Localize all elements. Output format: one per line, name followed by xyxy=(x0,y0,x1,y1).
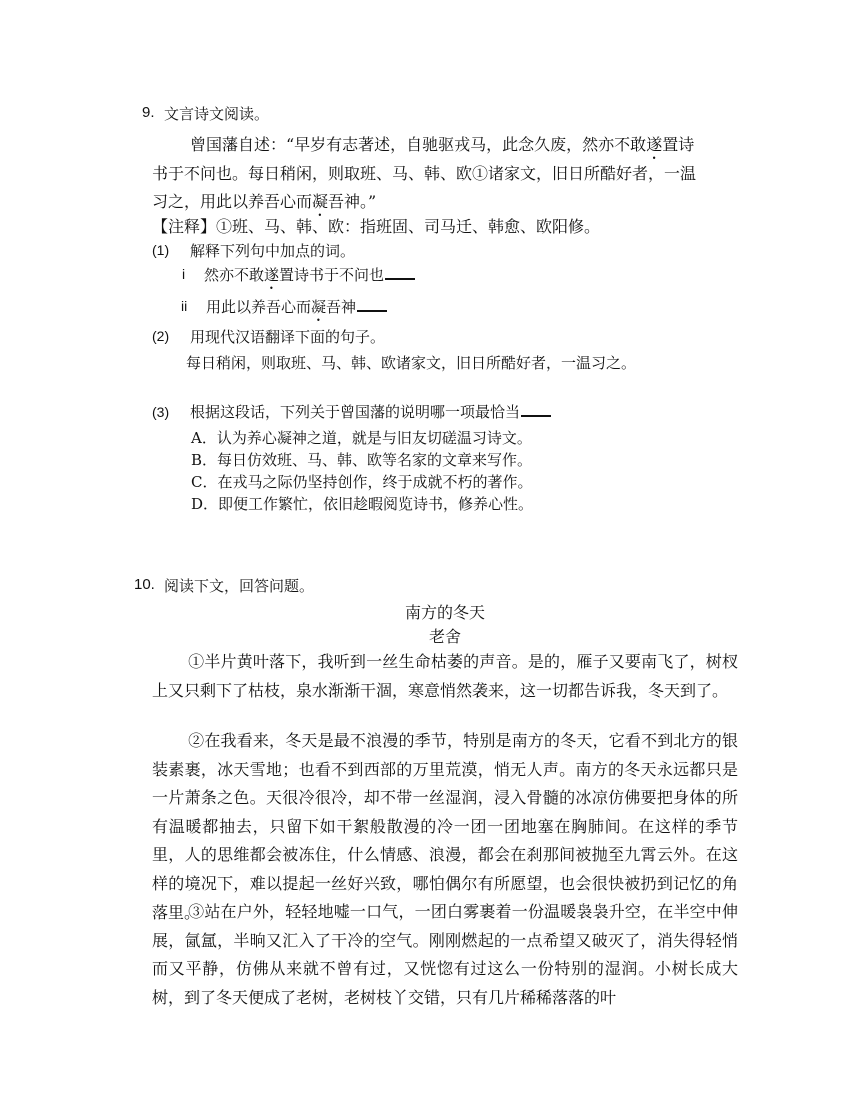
question-9-number: 9. xyxy=(142,104,155,121)
sub1-ii-sentence: 用此以养吾心而凝吾神 xyxy=(206,296,387,325)
sub1-i-sentence: 然亦不敢遂置诗书于不问也 xyxy=(204,264,415,293)
option-a[interactable]: A．认为养心凝神之道，就是与旧友切磋温习诗文。 xyxy=(191,429,532,447)
sub3-number: (3) xyxy=(152,404,170,420)
question-10-heading: 阅读下文，回答问题。 xyxy=(164,577,315,595)
option-b[interactable]: B．每日仿效班、马、韩、欧等名家的文章来写作。 xyxy=(191,451,533,469)
emphasis-dot-char: 遂 xyxy=(264,266,280,284)
article-paragraph-3: ③站在户外，轻轻地嘘一口气，一团白雾裹着一份温暖袅袅升空，在半空中伸展，氤氲，半晌又汇入了干冷的空气。刚刚燃起的一点希望又破灭了，消失得轻悄而又平静，仿佛从来就不曾有过，又恍惚有过这么一份特别的湿润。小树长成大树，到了冬天便成了老树，老树枝丫交错，只有几片稀稀落落的叶 xyxy=(152,902,738,1007)
sub2-text: 用现代汉语翻译下面的句子。 xyxy=(190,328,386,346)
sub2-number: (2) xyxy=(152,328,170,344)
article-paragraph-1: ①半片黄叶落下，我听到一丝生命枯萎的声音。是的，雁子又要南飞了，树杈上又只剩下了枯枝，泉水渐渐干涸，寒意悄然袭来，这一切都告诉我，冬天到了。 xyxy=(152,652,738,700)
answer-blank[interactable] xyxy=(521,401,551,417)
emphasis-dot-char: 遂 xyxy=(646,135,663,154)
sub3-text: 根据这段话，下列关于曾国藩的说明哪一项最恰当 xyxy=(190,401,551,422)
q9-passage-line-1: 曾国藩自述：“早岁有志著述，自驰驱戎马，此念久废，然亦不敢遂置诗 xyxy=(190,135,695,154)
sub1-number: (1) xyxy=(152,242,170,258)
question-9-heading: 文言诗文阅读。 xyxy=(164,105,270,123)
emphasis-dot-char: 凝 xyxy=(311,298,327,316)
option-c[interactable]: C．在戎马之际仍坚持创作，终于成就不朽的著作。 xyxy=(191,473,533,491)
answer-blank[interactable] xyxy=(357,296,387,312)
option-d[interactable]: D．即便工作繁忙，依旧趁暇阅览诗书，修养心性。 xyxy=(191,495,534,513)
answer-blank[interactable] xyxy=(385,264,415,280)
article-author: 老舍 xyxy=(428,627,461,646)
q9-passage-line-2: 书于不问也。每日稍闲，则取班、马、韩、欧①诸家文，旧日所酷好者，一温 xyxy=(152,164,697,183)
q9-passage-line-3: 习之，用此以养吾心而凝吾神。” xyxy=(152,192,377,211)
sub1-i-number: i xyxy=(182,266,186,282)
q9-note: 【注释】①班、马、韩、欧：指班固、司马迁、韩愈、欧阳修。 xyxy=(152,217,601,236)
sub2-sentence: 每日稍闲，则取班、马、韩、欧诸家文，旧日所酷好者，一温习之。 xyxy=(186,354,637,372)
sub1-text: 解释下列句中加点的词。 xyxy=(190,242,356,260)
emphasis-dot-char: 凝 xyxy=(312,192,329,211)
question-10-number: 10. xyxy=(134,576,155,593)
sub1-ii-number: ii xyxy=(181,298,188,314)
article-paragraph-2: ②在我看来，冬天是最不浪漫的季节，特别是南方的冬天，它看不到北方的银装素裹，冰天雪地；也看不到西部的万里荒漠，悄无人声。南方的冬天永远都只是一片萧条之色。天很冷很冷，却不带一丝湿润，浸入骨髓的冰凉仿佛要把身体的所有温暖都抽去，只留下如干絮般散漫的冷一团一团地塞在胸肺间。在这样的季节里，人的思维都会被冻住，什么情感、浪漫，都会在刹那间被抛至九霄云外。在这样的境况下，难以提起一丝好兴致，哪怕偶尔有所愿望，也会很快被扔到记忆的角落里。 xyxy=(152,731,738,922)
article-title: 南方的冬天 xyxy=(404,603,485,622)
